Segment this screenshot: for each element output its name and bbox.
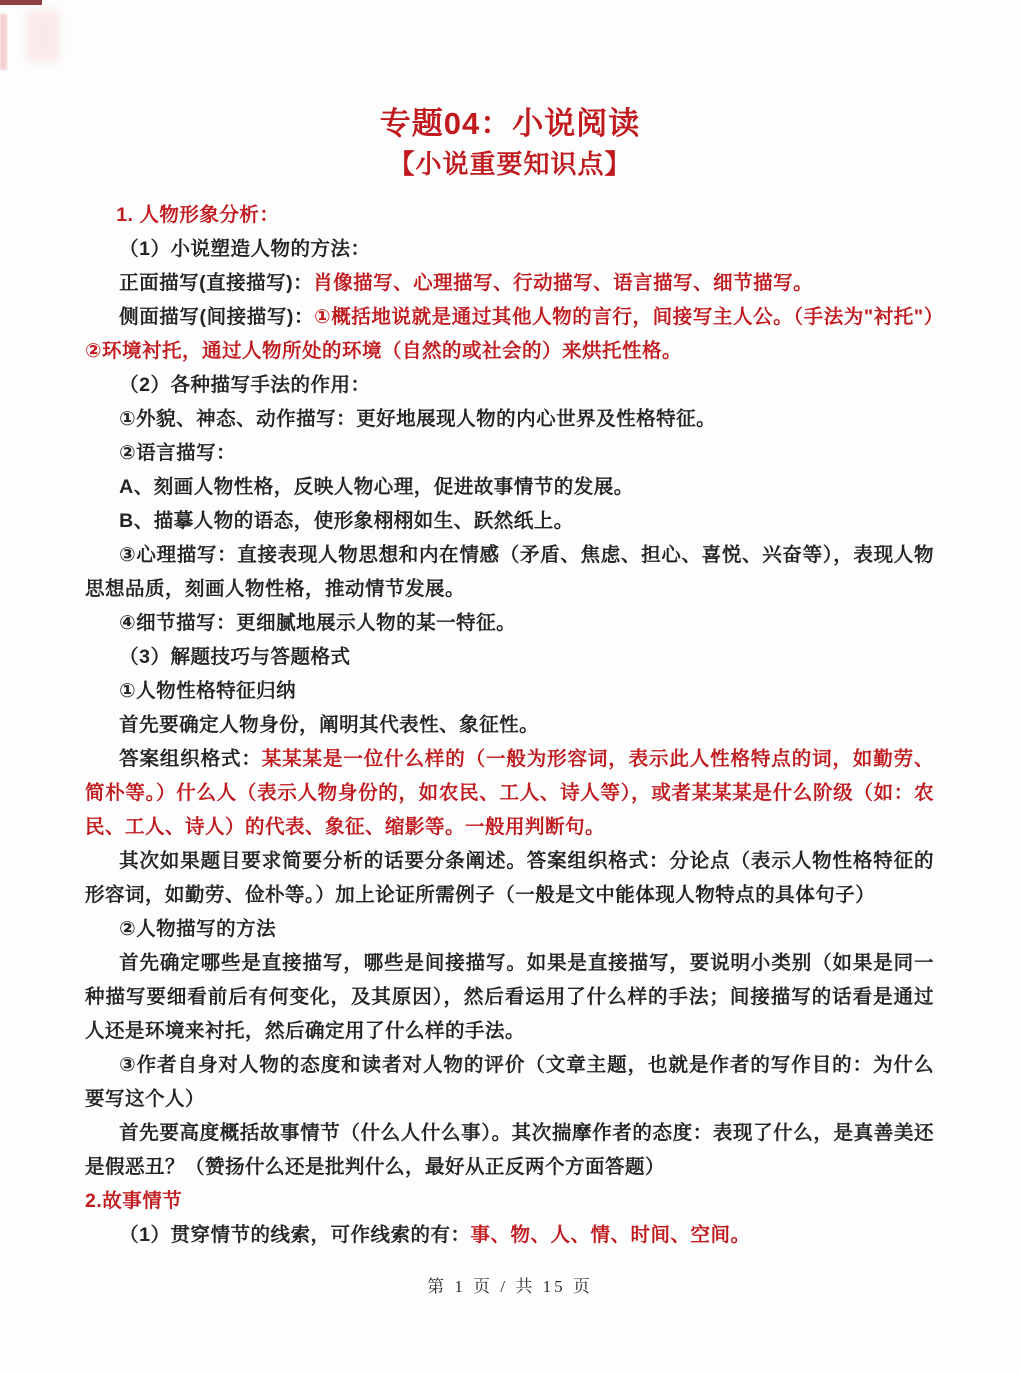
document-body — [85, 198, 934, 1252]
text-segment: 1. 人物形象分析： — [116, 204, 280, 226]
scan-artifact-top — [0, 0, 42, 5]
scan-artifact-blob — [26, 10, 60, 62]
paragraph — [85, 368, 934, 402]
text-segment: 首先要高度概括故事情节（什么人什么事）。其次揣摩作者的态度：表现了什么，是真善美还是假恶丑？（赞扬什么还是批判什么，最好从正反两个方面答题） — [85, 1122, 934, 1178]
text-segment: （1）小说塑造人物的方法： — [119, 238, 371, 260]
section-heading — [85, 198, 934, 232]
text-segment: 侧面描写(间接描写)： — [119, 306, 315, 328]
text-segment: ③作者自身对人物的态度和读者对人物的评价（文章主题，也就是作者的写作目的：为什么要写这个人） — [85, 1054, 934, 1110]
paragraph — [85, 606, 934, 640]
text-segment: （3）解题技巧与答题格式 — [119, 646, 351, 668]
paragraph — [85, 1116, 934, 1184]
text-segment: ①外貌、神态、动作描写：更好地展现人物的内心世界及性格特征。 — [119, 408, 717, 430]
text-segment: A、刻画人物性格，反映人物心理，促进故事情节的发展。 — [119, 476, 634, 498]
scan-artifact-left — [0, 14, 7, 70]
text-segment: 肖像描写、心理描写、行动描写、语言描写、细节描写。 — [313, 272, 814, 294]
text-segment: ④细节描写：更细腻地展示人物的某一特征。 — [119, 612, 517, 634]
text-segment: ①概括地说就是通过其他人物的言行，间接写主人公。（手法为"衬托"）②环境衬托，通过人物所处的环境（自然的或社会的）来烘托性格。 — [85, 306, 934, 362]
text-segment: ②人物描写的方法 — [119, 918, 277, 940]
paragraph — [85, 538, 934, 606]
paragraph — [85, 470, 934, 504]
paragraph — [85, 232, 934, 266]
paragraph — [85, 1048, 934, 1116]
text-segment: （1）贯穿情节的线索，可作线索的有： — [119, 1224, 471, 1246]
text-segment: 其次如果题目要求简要分析的话要分条阐述。答案组织格式：分论点（表示人物性格特征的形容词，如勤劳、俭朴等。）加上论证所需例子（一般是文中能体现人物特点的具体句子） — [85, 850, 934, 906]
text-segment: ③心理描写：直接表现人物思想和内在情感（矛盾、焦虑、担心、喜悦、兴奋等），表现人物思想品质，刻画人物性格，推动情节发展。 — [85, 544, 934, 600]
text-segment: 事、物、人、情、时间、空间。 — [470, 1224, 751, 1246]
paragraph — [85, 742, 934, 844]
paragraph — [85, 844, 934, 912]
text-segment: 答案组织格式： — [119, 748, 262, 770]
text-segment: ①人物性格特征归纳 — [119, 680, 297, 702]
text-segment: 正面描写(直接描写)： — [119, 272, 314, 294]
text-segment: 首先确定哪些是直接描写，哪些是间接描写。如果是直接描写，要说明小类别（如果是同一种描写要细看前后有何变化，及其原因），然后看运用了什么样的手法；间接描写的话看是通过人还是环境来衬托，然后确定用了什么样的手法。 — [85, 952, 934, 1042]
paragraph — [85, 402, 934, 436]
text-segment: B、描摹人物的语态，使形象栩栩如生、跃然纸上。 — [119, 510, 574, 532]
text-segment: 2.故事情节 — [85, 1190, 183, 1212]
paragraph — [85, 708, 934, 742]
text-segment: 首先要确定人物身份，阐明其代表性、象征性。 — [119, 714, 540, 736]
text-segment: （2）各种描写手法的作用： — [119, 374, 371, 396]
paragraph — [85, 640, 934, 674]
text-segment: 某某某是一位什么样的（一般为形容词，表示此人性格特点的词，如勤劳、简朴等。）什么人（表示人物身份的，如农民、工人、诗人等），或者某某某是什么阶级（如：农民、工人、诗人）的代表、象征、缩影等。一般用判断句。 — [85, 748, 934, 838]
page-title: 专题04：小说阅读 — [379, 106, 641, 141]
paragraph — [85, 912, 934, 946]
page-footer: 第 1 页 / 共 15 页 — [427, 1277, 593, 1296]
section-heading — [85, 1184, 934, 1218]
text-segment: ②语言描写： — [119, 442, 237, 464]
paragraph — [85, 266, 934, 300]
paragraph — [85, 674, 934, 708]
paragraph — [85, 300, 934, 368]
paragraph — [85, 1218, 934, 1252]
page-subtitle: 【小说重要知识点】 — [388, 149, 632, 179]
paragraph — [85, 946, 934, 1048]
paragraph — [85, 504, 934, 538]
paragraph — [85, 436, 934, 470]
